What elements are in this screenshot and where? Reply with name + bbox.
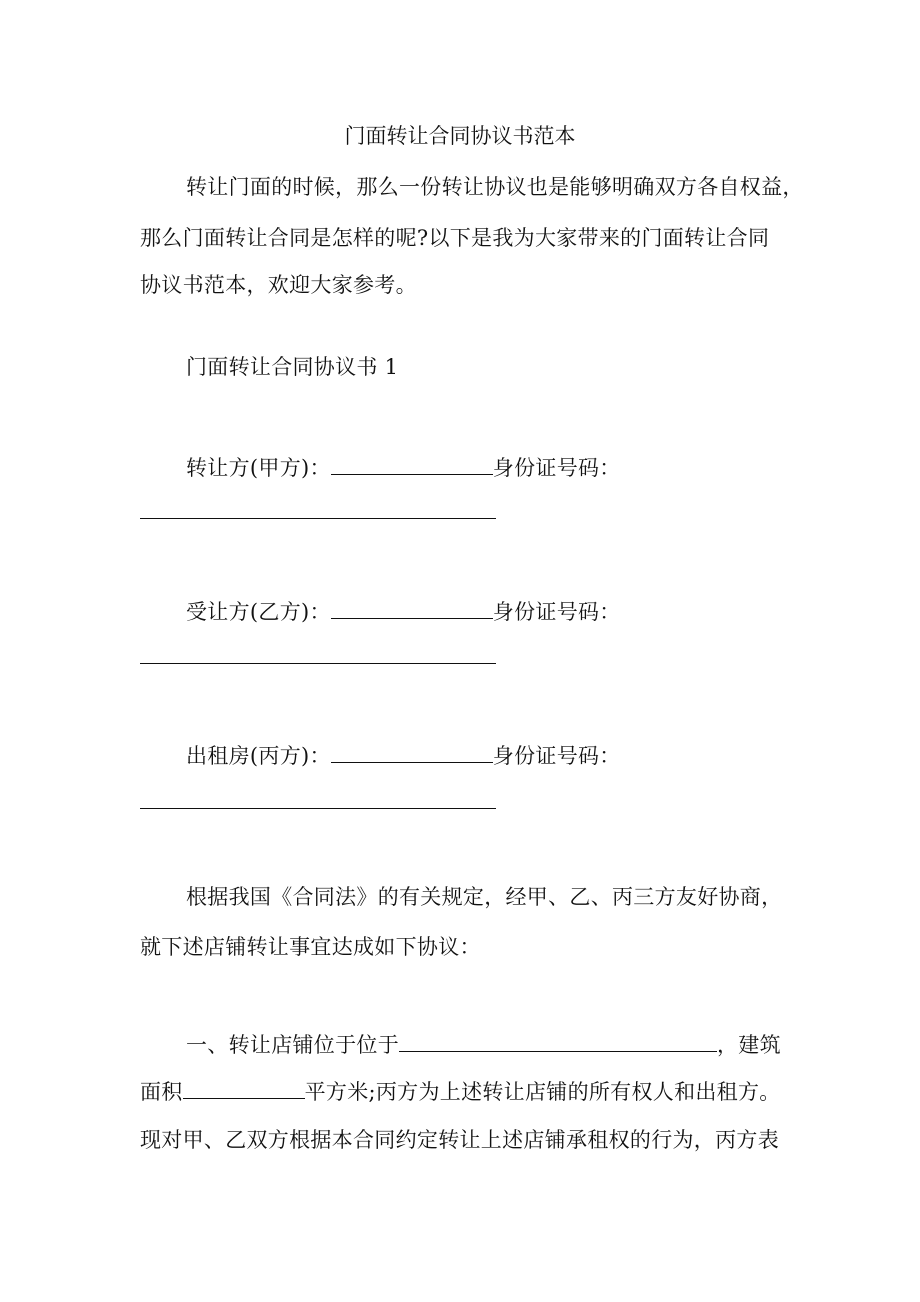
clause-1-line-2 [140, 1076, 781, 1107]
party-a-id-label: 身份证号码： [492, 456, 621, 480]
party-b-id-label: 身份证号码： [492, 600, 621, 624]
party-c-name-blank [331, 740, 493, 763]
clause-1-area-label: 面积 [140, 1080, 183, 1104]
party-b-label: 受让方(乙方)： [186, 600, 331, 624]
party-a-line [186, 452, 621, 483]
shop-location-blank [399, 1029, 717, 1052]
party-b-line [186, 596, 621, 627]
intro-line-3: 协议书范本，欢迎大家参考。 [140, 273, 417, 297]
party-c-line [186, 740, 621, 771]
party-a-name-blank [331, 452, 493, 475]
clause-1-area-unit-text: 平方米;丙方为上述转让店铺的所有权人和出租方。 [304, 1080, 781, 1104]
clause-1-line-3: 现对甲、乙双方根据本合同约定转让上述店铺承租权的行为，丙方表 [140, 1128, 779, 1152]
party-b-name-blank [331, 596, 493, 619]
clause-1-location-label: 一、转让店铺位于位于 [186, 1033, 399, 1057]
section-heading: 门面转让合同协议书 1 [186, 355, 399, 379]
party-c-label: 出租房(丙方)： [186, 744, 331, 768]
party-c-id-blank [140, 808, 496, 809]
party-a-label: 转让方(甲方)： [186, 456, 331, 480]
clause-1-line-1 [186, 1029, 781, 1060]
party-b-id-blank [140, 663, 496, 664]
clause-1-building-label: ，建筑 [717, 1033, 781, 1057]
party-c-id-label: 身份证号码： [492, 744, 621, 768]
party-a-id-blank [140, 518, 496, 519]
shop-area-blank [183, 1076, 305, 1099]
preamble-line-2: 就下述店铺转让事宜达成如下协议： [140, 935, 481, 959]
intro-line-1: 转让门面的时候，那么一份转让协议也是能够明确双方各自权益， [186, 175, 804, 199]
intro-line-2: 那么门面转让合同是怎样的呢?以下是我为大家带来的门面转让合同 [140, 226, 770, 250]
preamble-line-1: 根据我国《合同法》的有关规定，经甲、乙、丙三方友好协商， [186, 885, 783, 909]
document-title: 门面转让合同协议书范本 [344, 124, 576, 148]
